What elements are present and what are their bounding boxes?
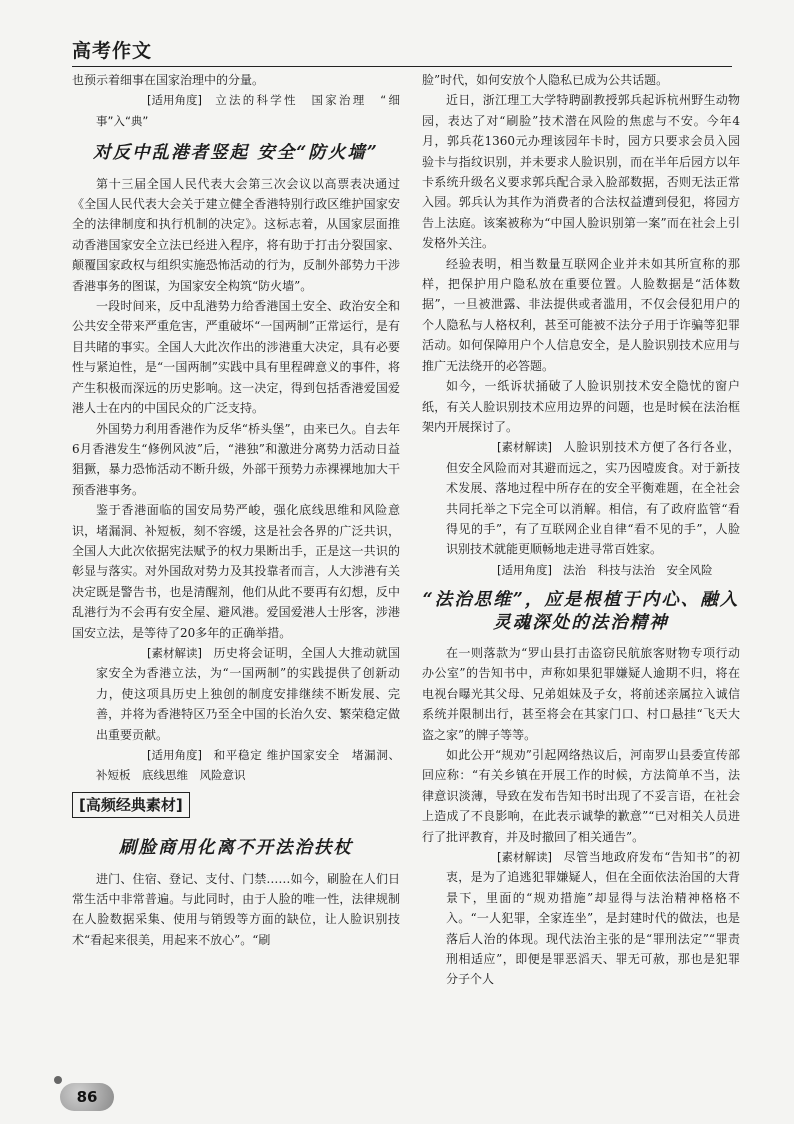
paragraph: 鉴于香港面临的国安局势严峻，强化底线思维和风险意识，堵漏洞、补短板，刻不容缓，这是社会各界的广泛共识，全国人大此次依据宪法赋予的权力果断出手，正是这一共识的彰显与落实。对外国敌对势力及其投靠者而言，人大涉港有关决定既是警告书，也是清醒剂，他们从此不要再有幻想，反中乱港行为不会再有安全屋、避风港。爱国爱港人士彤客，涉港国安立法，是等待了20多年的正确举措。	[72, 503, 400, 640]
page-header-title: 高考作文	[72, 40, 153, 62]
tag-label: [适用角度]	[497, 562, 552, 577]
paragraph: 如今，一纸诉状捅破了人脸识别技术安全隐忧的窗户纸，有关人脸识别技术应用边界的问题，也是时候在法治框架内开展探讨了。	[422, 379, 740, 434]
continuation-line: 脸”时代，如何安放个人隐私已成为公共话题。	[422, 73, 669, 87]
material-interpretation	[422, 437, 740, 559]
article-title-hk-security: 对反中乱港者竖起 安全“防火墙”	[93, 143, 379, 164]
paragraph: 外国势力利用香港作为反华“桥头堡”，由来已久。自去年6月香港发生“修例风波”后，“港独”和激进分离势力活动日益猖獗，暴力恐怖活动不断升级，外部干预势力赤裸裸地加大干预香港事务。	[72, 421, 400, 497]
paragraph: 一段时间来，反中乱港势力给香港国土安全、政治安全和公共安全带来严重危害，严重破坏“一国两制”正常运行，是有目共睹的事实。全国人大此次作出的涉港重大决定，具有必要性与紧迫性，是“一国两制”实践中具有里程碑意义的事件，将产生积极而深远的历史影响。这一决定，得到包括香港爱国爱港人士在内的中国民众的广泛支持。	[72, 299, 400, 416]
left-column	[72, 70, 400, 950]
tag-text: 法治 科技与法治 安全风险	[562, 562, 713, 577]
section-label-classic-material: [高频经典素材]	[72, 792, 190, 818]
article-title-rule-of-law-line1: “法治思维”，应是根植于内心、融入	[422, 590, 740, 611]
material-text: 历史将会证明，全国人大推动就国家安全为香港立法，为“一国两制”的实践提供了创新动力，使这项具历史上独创的制度安排继续不断发展、完善，并将为香港特区乃至全中国的长治久安、繁荣稳定做出重要贡献。	[96, 645, 400, 742]
material-text: 人脸识别技术方便了各行各业，但安全风险而对其避而远之，实乃因噎废食。对于新技术发展、落地过程中所存在的安全平衡难题，在全社会共同托举之下完全可以消解。相信，有了政府监管“看得见的手”，有了互联网企业自律“看不见的手”，人脸识别技术就能更顺畅地走进寻常百姓家。	[446, 440, 740, 557]
paragraph: 在一则落款为“罗山县打击盗窃民航旅客财物专项行动办公室”的告知书中，声称如果犯罪嫌疑人逾期不归，将在电视台曝光其父母、兄弟姐妹及子女，将前述亲属拉入诚信系统并限制出行，甚至将会在其家门口、村口悬挂“飞天大盗之家”的牌子等等。	[422, 645, 740, 742]
intro-line: 也预示着细事在国家治理中的分量。	[72, 73, 265, 87]
decorative-dot	[54, 1076, 62, 1084]
applicable-angle	[72, 745, 400, 786]
paragraph: 如此公开“规劝”引起网络热议后，河南罗山县委宣传部回应称：“有关乡镇在开展工作的时候，方法简单不当，法律意识淡薄，导致在发布告知书时出现了不妥言语，在社会上造成了不良影响，在此表示诚挚的歉意”“已对相关人员进行了批评教育，并及时撤回了相关通告”。	[422, 748, 740, 844]
paragraph: 近日，浙江理工大学特聘副教授郭兵起诉杭州野生动物园，表达了对“刷脸”技术潜在风险的焦虑与不安。今年4月，郭兵花1360元办理该园年卡时，园方只要求会员入园验卡与指纹识别，并未要求人脸识别，而在半年后园方以年卡系统升级名义要求郭兵配合录入脸部数据，否则无法正常入园。郭兵认为其作为消费者的合法权益遭到侵犯，将园方告上法庭。该案被称为“中国人脸识别第一案”而在社会上引发格外关注。	[422, 93, 740, 251]
article-title-face-recognition: 刷脸商用化离不开法治扶杖	[119, 838, 353, 859]
page-number-badge: 86	[60, 1083, 114, 1111]
paragraph: 经验表明，相当数量互联网企业并未如其所宣称的那样，把保护用户隐私放在重要位置。人脸数据是“活体数据”，一旦被泄露、非法提供或者滥用，不仅会侵犯用户的个人隐私与人格权利，甚至可能被不法分子用于诈骗等犯罪活动。如何保障用户个人信息安全，是人脸识别技术应用与推广无法绕开的必答题。	[422, 256, 740, 373]
material-interpretation	[422, 847, 740, 990]
right-column	[422, 70, 740, 990]
material-interpretation	[72, 643, 400, 745]
intro-tag	[72, 90, 400, 131]
header-rule	[72, 66, 732, 67]
tag-label: [素材解读]	[497, 440, 552, 455]
tag-text: 和平稳定 维护国家安全 堵漏洞、补短板 底线思维 风险意识	[96, 748, 400, 783]
material-text: 尽管当地政府发布“告知书”的初衷，是为了追逃犯罪嫌疑人，但在全面依法治国的大背景下，里面的“规劝措施”却显得与法治精神格格不入。“一人犯罪，全家连坐”，是封建时代的做法，也是落后人治的体现。现代法治主张的是“罪刑法定”“罪责刑相适应”，即便是罪恶滔天、罪无可赦，那也是犯罪分子个人	[446, 850, 740, 987]
tag-label: [适用角度]	[147, 93, 202, 108]
tag-label: [素材解读]	[497, 850, 552, 865]
tag-label: [素材解读]	[147, 645, 202, 660]
paragraph: 进门、住宿、登记、支付、门禁……如今，刷脸在人们日常生活中非常普遍。与此同时，由于人脸的唯一性，法律规制在人脸数据采集、使用与销毁等方面的缺位，让人脸识别技术“看起来很美，用起来不放心”。“刷	[72, 871, 400, 947]
article-title-rule-of-law-line2: 灵魂深处的法治精神	[493, 612, 669, 633]
tag-text: 立法的科学性 国家治理 “细事”入“典”	[96, 93, 400, 128]
tag-label: [适用角度]	[147, 748, 202, 762]
applicable-angle	[422, 560, 740, 580]
paragraph: 第十三届全国人民代表大会第三次会议以高票表决通过《全国人民代表大会关于建立健全香港特别行政区维护国家安全的法律制度和执行机制的决定》。这标志着，从国家层面推动香港国家安全立法已经进入程序，将有助于打击分裂国家、颠覆国家政权与组织实施恐怖活动的行为，反制外部势力干涉香港事务的图谋，为国家安全构筑“防火墙”。	[72, 176, 400, 293]
